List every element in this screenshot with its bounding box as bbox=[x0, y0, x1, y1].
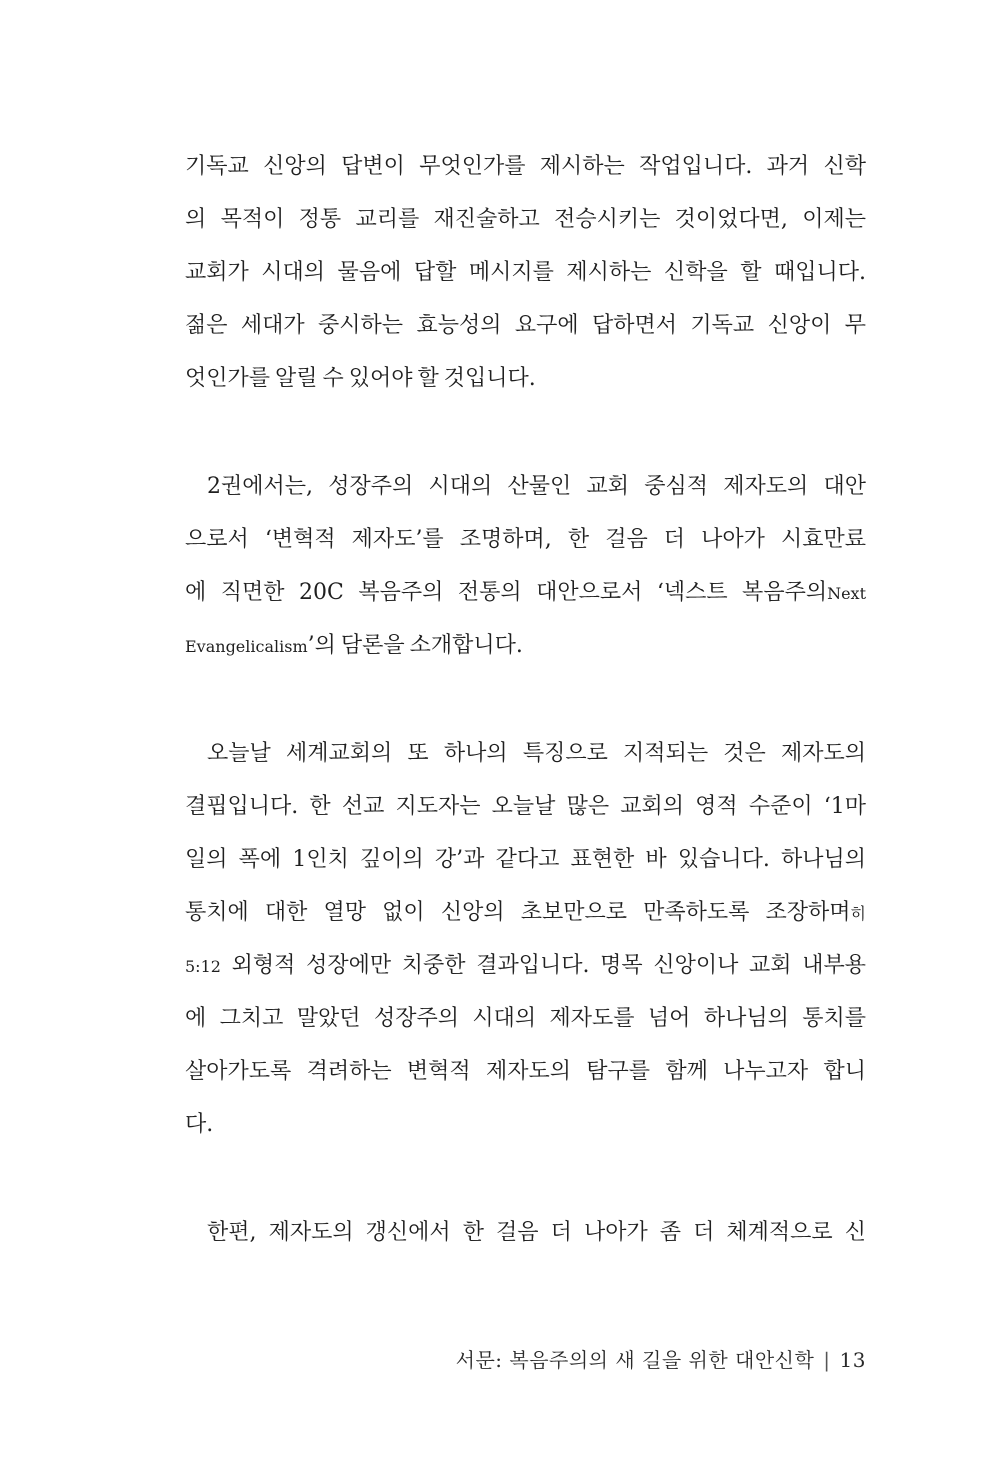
paragraph-1 bbox=[185, 140, 866, 405]
body-text-segment: 일의 폭에 1인치 깊이의 강’과 같다고 표현한 바 있습니다. 하나님의 bbox=[185, 847, 866, 872]
text-line bbox=[185, 566, 866, 619]
body-text-segment: 으로서 ‘변혁적 제자도’를 조명하며, 한 걸음 더 나아가 시효만료 bbox=[185, 527, 866, 552]
text-line bbox=[185, 833, 866, 886]
inline-reference-text: Evangelicalism bbox=[185, 637, 308, 656]
body-text-segment: 통치에 대한 열망 없이 신앙의 초보만으로 만족하도록 조장하며 bbox=[185, 900, 851, 925]
footer-page-number: 13 bbox=[839, 1348, 866, 1372]
text-line bbox=[185, 1206, 866, 1259]
text-line bbox=[185, 727, 866, 780]
text-line bbox=[185, 140, 866, 193]
body-text-segment: 살아가도록 격려하는 변혁적 제자도의 탐구를 함께 나누고자 합니 bbox=[185, 1059, 866, 1084]
text-line bbox=[185, 460, 866, 513]
body-text-segment: 기독교 신앙의 답변이 무엇인가를 제시하는 작업입니다. 과거 신학 bbox=[185, 154, 866, 179]
body-text-segment: 결핍입니다. 한 선교 지도자는 오늘날 많은 교회의 영적 수준이 ‘1마 bbox=[185, 794, 866, 819]
text-line bbox=[185, 513, 866, 566]
text-line bbox=[185, 352, 866, 405]
text-line bbox=[185, 299, 866, 352]
body-text-segment: 한편, 제자도의 갱신에서 한 걸음 더 나아가 좀 더 체계적으로 신 bbox=[207, 1220, 866, 1245]
text-line bbox=[185, 992, 866, 1045]
body-text-segment: 엇인가를 알릴 수 있어야 할 것입니다. bbox=[185, 366, 536, 391]
text-line bbox=[185, 1045, 866, 1098]
body-text-segment: 에 그치고 말았던 성장주의 시대의 제자도를 넘어 하나님의 통치를 bbox=[185, 1006, 866, 1031]
paragraph-2 bbox=[185, 460, 866, 672]
inline-reference-text: Next bbox=[827, 584, 866, 603]
page-footer bbox=[456, 1346, 866, 1374]
text-line bbox=[185, 780, 866, 833]
body-text-segment: ’의 담론을 소개합니다. bbox=[307, 633, 523, 658]
paragraph-3 bbox=[185, 727, 866, 1151]
inline-reference-text: 히 bbox=[850, 904, 866, 923]
body-text-segment: 의 목적이 정통 교리를 재진술하고 전승시키는 것이었다면, 이제는 bbox=[185, 207, 866, 232]
footer-section-title: 서문: 복음주의의 새 길을 위한 대안신학 bbox=[455, 1348, 815, 1372]
text-line bbox=[185, 246, 866, 299]
text-line bbox=[185, 619, 866, 672]
body-text-segment: 2권에서는, 성장주의 시대의 산물인 교회 중심적 제자도의 대안 bbox=[207, 474, 866, 499]
body-text-segment: 외형적 성장에만 치중한 결과입니다. 명목 신앙이나 교회 내부용 bbox=[220, 953, 866, 978]
body-text-segment: 에 직면한 20C 복음주의 전통의 대안으로서 ‘넥스트 복음주의 bbox=[185, 580, 828, 605]
footer-separator: | bbox=[823, 1348, 831, 1372]
inline-reference-text: 5:12 bbox=[185, 957, 221, 976]
body-text-segment: 교회가 시대의 물음에 답할 메시지를 제시하는 신학을 할 때입니다. bbox=[185, 260, 866, 285]
paragraph-4 bbox=[185, 1206, 866, 1259]
text-line bbox=[185, 939, 866, 992]
page-body-text bbox=[185, 140, 866, 1259]
body-text-segment: 오늘날 세계교회의 또 하나의 특징으로 지적되는 것은 제자도의 bbox=[207, 741, 866, 766]
text-line bbox=[185, 193, 866, 246]
body-text-segment: 젊은 세대가 중시하는 효능성의 요구에 답하면서 기독교 신앙이 무 bbox=[185, 313, 866, 338]
body-text-segment: 다. bbox=[185, 1112, 214, 1137]
text-line bbox=[185, 1098, 866, 1151]
text-line bbox=[185, 886, 866, 939]
